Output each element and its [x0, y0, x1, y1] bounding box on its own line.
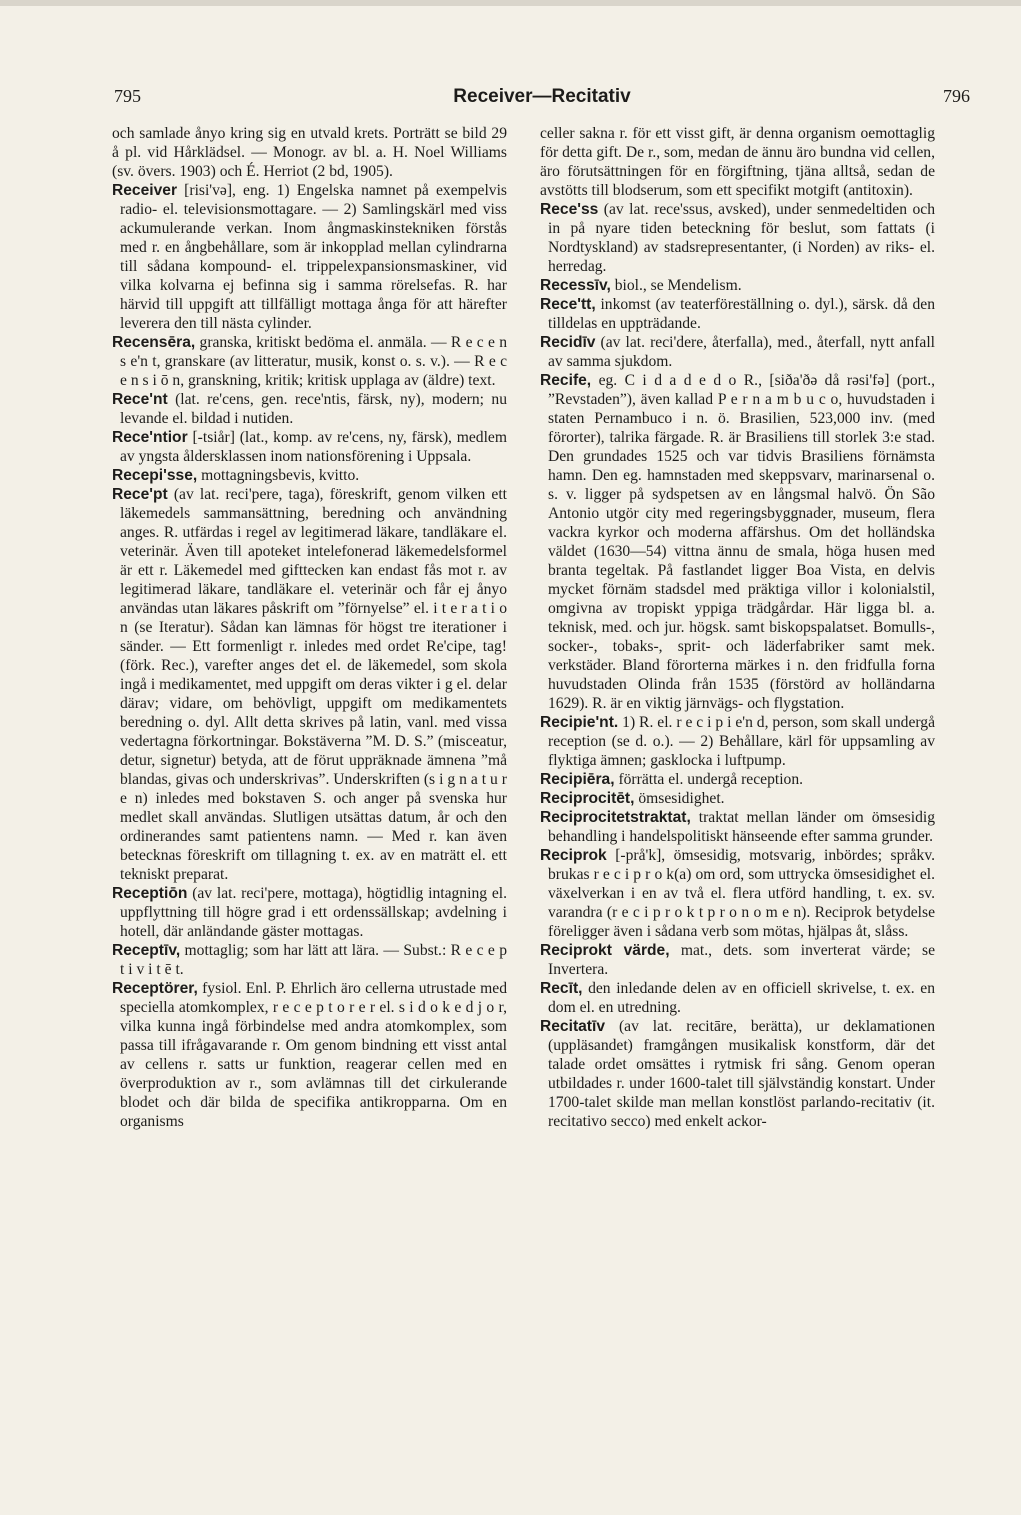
entry-recett: Rece'tt, inkomst (av teaterföreställning o. dyl.), särsk. då den tilldelas en uppträdande.	[540, 296, 935, 332]
running-title: Receiver—Recitativ	[453, 86, 631, 107]
entry-recess: Rece'ss (av lat. rece'ssus, avsked), under senmedeltiden och in på nyare tiden beteckning för beslut, som fattats (i Nordtyskland) av stadsrepresentanter, (i Norden) av riks- el. herredag.	[540, 201, 935, 275]
headword: Rece'ntior	[112, 429, 188, 446]
headword: Recitatīv	[540, 1018, 606, 1035]
headword: Receiver	[112, 182, 178, 199]
entry-recitativ: Recitatīv (av lat. recitāre, berätta), ur deklamationen (uppläsandet) framgången musikalisk konstform, där det talade ordet omsättes i rytmisk fri sång. Genom operan utbildades r. under 1600-talet till självständig konstart. Under 1700-talet skilde man mellan konstlöst parlando-recitativ (it. recitativo secco) med enkelt ackor-	[540, 1018, 935, 1130]
page-top-edge	[0, 0, 1021, 6]
right-column	[540, 124, 935, 1131]
entry-recidiv: Recidīv (av lat. reci'dere, återfalla), med., återfall, nytt anfall av samma sjukdom.	[540, 334, 935, 370]
entry-recepisse: Recepi'sse, mottagningsbevis, kvitto.	[112, 467, 360, 484]
page-number-right: 796	[943, 86, 970, 106]
headword: Rece'ss	[540, 201, 599, 218]
headword: Receptörer,	[112, 980, 198, 997]
headword: Rece'pt	[112, 486, 168, 503]
entry-continued: celler sakna r. för ett visst gift, är denna organism oemottaglig för detta gift. De r., som, medan de ännu äro bundna vid cellen, äro förutsättningen för en förgiftning, tjäna alltså, sedan de avstötts till blodserum, som ett specifikt motgift (antitoxin).	[540, 125, 935, 199]
entry-recept: Rece'pt (av lat. reci'pere, taga), föreskrift, genom vilken ett läkemedels sammansättning, beredning och användning anges. R. utfärdas i regel av legitimerad läkare, tandläkare el. veterinär. Även till apoteket intelefonerad läkemedelsformel är ett r. Läkemedel med gifttecken kan endast fås mot r. av legitimerad läkare, tandläkare el. veterinär och får ej ånyo användas utan läkares påskrift om ”förnyelse” el. i t e r a t i o n (se Iteratur). Sådan kan lämnas för högst tre iterationer i sänder. — Ett formenligt r. inledes med ordet Re'cipe, tag! (förk. Rec.), varefter anges det el. de läkemedel, som skola ingå i medikamentet, med uppgift om deras vikter i g el. delar därav; vidare, om behövligt, uppgift om medikamentets beredning o. dyl. Allt detta skrives på latin, vanl. med vissa vedertagna förkortningar. Bokstäverna ”M. D. S.” (misceatur, detur, signetur) betyda, att de förut uppräknade ämnena ”må blandas, givas och underskrivas”. Underskriften (s i g n a t u r e n) inledes med bokstaven S. och anger på svenska hur medlet skall användas. Slutligen utsättas datum, år och den ordinerandes samt patientens namn. — Med r. kan även betecknas föreskrift om tillagning t. ex. av en maträtt el. ett tekniskt preparat.	[112, 486, 507, 883]
headword: Recepi'sse,	[112, 467, 198, 484]
entry-receptorer: Receptörer, fysiol. Enl. P. Ehrlich äro cellerna utrustade med speciella atomkomplex, r e c e p t o r e r el. s i d o k e d j o r, vilka kunna ingå förbindelse med andra atomkomplex, som passa till ifrågavarande r. Om genom bindning ett visst antal av cellens r. satts ur funktion, reagerar cellen med en överproduktion av r., som avlämnas till det cirkulerande blodet och där bilda de specifika antikropparna. Om en organisms	[112, 980, 507, 1130]
entry-recent: Rece'nt (lat. re'cens, gen. rece'ntis, färsk, ny), modern; nu levande el. bildad i nutiden.	[112, 391, 507, 427]
entry-recit: Recīt, den inledande delen av en officiell skrivelse, t. ex. en dom el. en utredning.	[540, 980, 935, 1016]
headword: Reciprokt värde,	[540, 942, 670, 959]
entry-recife: Recife, eg. C i d a d e d o R., [siða'ðə då rəsi'fə] (port., ”Revstaden”), även kallad P e r n a m b u c o, huvudstaden i staten Pernambuco i n. ö. Brasilien, 523,000 inv. (med förorter), talrika färgade. R. är Brasiliens till storlek 3:e stad. Den grundades 1525 och var tidvis Brasiliens förnämsta hamn. Den eg. hamnstaden med skeppsvarv, marinarsenal o. s. v. ligger på sydspetsen av en långsmal halvö. Ön São Antonio utgör city med regeringsbyggnader, museum, flera vackra kyrkor och moderna affärshus. Om det holländska väldet (1630—54) vittna ännu de smala, höga husen med branta tegeltak. På fastlandet ligger Boa Vista, en delvis mycket förnäm stadsdel med präktiga villor i kolonialstil, omgivna av tropiskt yppiga trädgårdar. Här ligga bl. a. teknisk, med. och jur. högsk. samt biskopspalatset. Bomulls-, socker-, tobaks-, sprit- och läderfabriker samt mek. verkstäder. Bland förorterna märkes i n. den fridfulla forna huvudstaden Olinda från 1535 (förstörd av holländarna 1629). R. är en viktig järnvägs- och flygstation.	[540, 372, 935, 712]
entry-receiver: Receiver [risi'və], eng. 1) Engelska namnet på exempelvis radio- el. televisionsmottagare. — 2) Samlingskärl med viss ackumulerande verkan. Inom ångmaskinstekniken förstås med r. en ångbehållare, som är inkopplad mellan cylindrarna till sådana kompound- el. trippelexpansionsmaskiner, vid vilka kolvarna ej befinna sig i samma rörelsefas. R. har härvid till uppgift att tillfälligt mottaga ånga för att härefter leverera den till nästa cylinder.	[112, 182, 507, 332]
page-number-left: 795	[114, 86, 141, 106]
headword: Recensēra,	[112, 334, 196, 351]
entry-reciprokt-varde: Reciprokt värde, mat., dets. som inverterat värde; se Invertera.	[540, 942, 935, 978]
entry-receptiv: Receptīv, mottaglig; som har lätt att lära. — Subst.: R e c e p t i v i t ē t.	[112, 942, 507, 978]
entry-recensera: Recensēra, granska, kritiskt bedöma el. anmäla. — R e c e n s e'n t, granskare (av litteratur, musik, konst o. s. v.). — R e c e n s i ō n, granskning, kritik; kritisk upplaga av (äldre) text.	[112, 334, 507, 389]
headword: Recife,	[540, 372, 592, 389]
headword: Recīt,	[540, 980, 583, 997]
headword: Reciprocitēt,	[540, 790, 635, 807]
headword: Receptīv,	[112, 942, 181, 959]
entry-recipiera: Recipiēra, förrätta el. undergå reception.	[540, 771, 804, 788]
headword: Rece'nt	[112, 391, 168, 408]
headword: Recipie'nt.	[540, 714, 619, 731]
entry-recentior: Rece'ntior [-tsiår] (lat., komp. av re'cens, ny, färsk), medlem av yngsta åldersklassen inom nationsförening i Uppsala.	[112, 429, 507, 465]
headword: Receptiōn	[112, 885, 188, 902]
entry-reciprocitetstraktat: Reciprocitetstraktat, traktat mellan länder om ömsesidig behandling i handelspolitiskt hänseende efter samma grunder.	[540, 809, 935, 845]
headword: Recipiēra,	[540, 771, 615, 788]
entry-recipient: Recipie'nt. 1) R. el. r e c i p i e'n d, person, som skall undergå reception (se d. o.). — 2) Behållare, kärl för uppsamling av flyktiga ämnen; gasklocka i luftpump.	[540, 714, 935, 769]
entry-recessiv: Recessīv, biol., se Mendelism.	[540, 277, 742, 294]
headword: Recidīv	[540, 334, 596, 351]
headword: Reciprok	[540, 847, 607, 864]
entry-continued: och samlade ånyo kring sig en utvald krets. Porträtt se bild 29 å pl. vid Hårklädsel. — Monogr. av bl. a. H. Noel Williams (sv. övers. 1903) och É. Herriot (2 bd, 1905).	[112, 125, 507, 180]
headword: Reciprocitetstraktat,	[540, 809, 691, 826]
entry-reciprok: Reciprok [-prå'k], ömsesidig, motsvarig, inbördes; språkv. brukas r e c i p r o k(a) om ord, som uttrycka ömsesidighet el. växelverkan i en av två el. flera utförd handling, t. ex. sv. varandra (r e c i p r o k t p r o n o m e n). Reciprok betydelse föreligger även i sådana verb som mötas, hjälpas åt, slåss.	[540, 847, 935, 940]
headword: Rece'tt,	[540, 296, 596, 313]
page-header	[114, 86, 970, 116]
left-column	[112, 124, 507, 1131]
headword: Recessīv,	[540, 277, 611, 294]
entry-reception: Receptiōn (av lat. reci'pere, mottaga), högtidlig intagning el. uppflyttning till högre grad i ett ordenssällskap; avdelning i hotell, där anländande gäster mottagas.	[112, 885, 507, 940]
entry-reciprocitet: Reciprocitēt, ömsesidighet.	[540, 790, 725, 807]
